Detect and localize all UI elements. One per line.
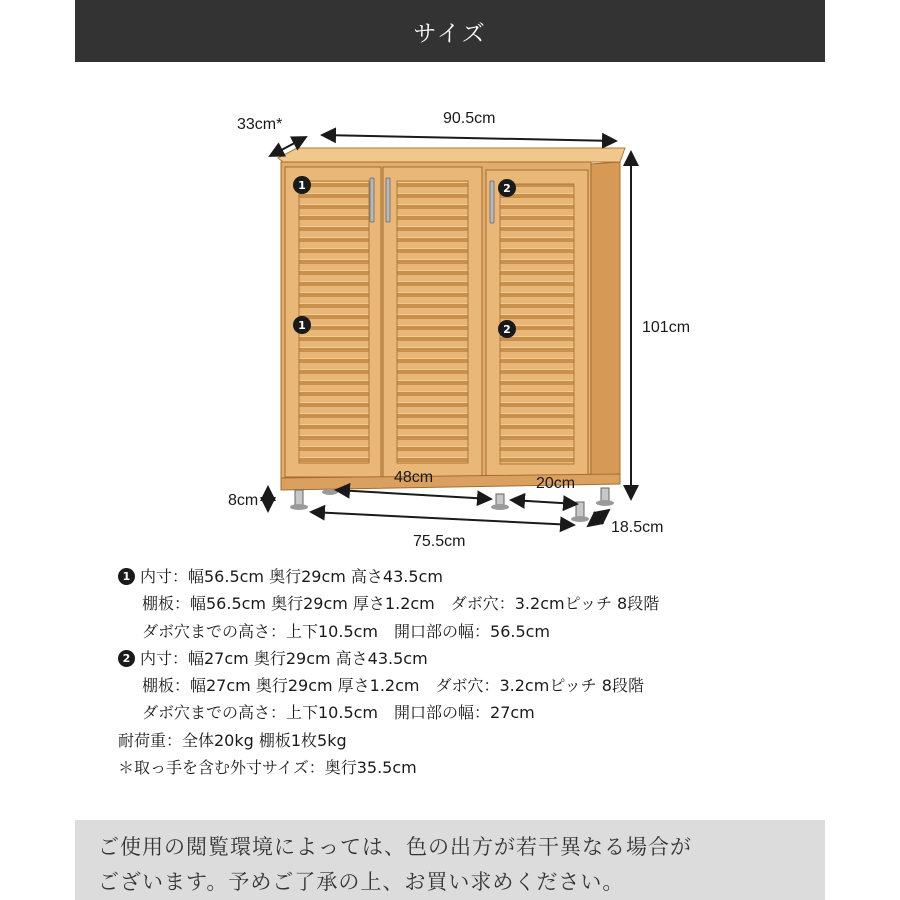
leg-depth-arrow <box>588 510 609 526</box>
depth-label: 33cm* <box>237 116 283 133</box>
spec-list <box>118 563 838 781</box>
svg-text:2: 2 <box>503 182 511 195</box>
marker-1-badge: 1 <box>118 568 135 585</box>
inner-width-1-label: 48cm <box>394 469 434 486</box>
marker-1-top <box>293 176 311 194</box>
notice-line-1: ご使用の閲覧環境によっては、色の出方が若干異なる場合が <box>98 835 692 859</box>
spec-line <box>118 563 838 590</box>
door-handle-right <box>490 181 494 223</box>
cabinet-top <box>278 148 625 162</box>
marker-2-top <box>498 179 516 197</box>
door-handle-left <box>370 178 374 222</box>
spec-line <box>118 672 838 699</box>
spec-text: 棚板：幅27cm 奥行29cm 厚さ1.2cm ダボ穴：3.2cmピッチ 8段階 <box>142 676 644 696</box>
color-notice <box>75 820 825 900</box>
width-label: 90.5cm <box>443 110 496 127</box>
leg <box>571 502 589 522</box>
marker-2-badge: 2 <box>118 650 135 667</box>
spec-text: 耐荷重：全体20kg 棚板1枚5kg <box>118 730 347 750</box>
svg-text:1: 1 <box>298 319 306 332</box>
spec-text: ダボ穴までの高さ：上下10.5cm 開口部の幅：27cm <box>142 703 535 723</box>
leg <box>491 494 509 510</box>
spec-line <box>118 590 838 617</box>
spec-line <box>118 754 838 781</box>
height-label: 101cm <box>642 319 691 336</box>
width-arrow <box>322 135 616 141</box>
inner-width-2-arrow <box>511 500 577 504</box>
leg <box>322 489 338 495</box>
section-title: サイズ <box>413 20 487 47</box>
cabinet-side <box>590 162 620 484</box>
section-header <box>75 0 825 62</box>
leg-span-label: 75.5cm <box>413 533 466 550</box>
spec-text: 棚板：幅56.5cm 奥行29cm 厚さ1.2cm ダボ穴：3.2cmピッチ 8段階 <box>142 594 660 614</box>
marker-1-middle <box>293 316 311 334</box>
leg <box>290 490 308 510</box>
leg-height-label: 8cm <box>228 492 259 509</box>
spec-line <box>118 727 838 754</box>
inner-width-1-arrow <box>336 490 491 499</box>
notice-line-2: ございます。予めご了承の上、お買い求めください。 <box>98 870 625 894</box>
svg-text:2: 2 <box>503 323 511 336</box>
spec-line <box>118 699 838 726</box>
marker-2-middle <box>498 320 516 338</box>
spec-text: 内寸：幅27cm 奥行29cm 高さ43.5cm <box>140 648 428 668</box>
spec-line <box>118 645 838 672</box>
leg-depth-label: 18.5cm <box>611 519 664 536</box>
spec-text: ＊取っ手を含む外寸サイズ：奥行35.5cm <box>118 758 417 778</box>
spec-line <box>118 618 838 645</box>
spec-text: ダボ穴までの高さ：上下10.5cm 開口部の幅：56.5cm <box>142 621 551 641</box>
door-middle <box>383 167 482 477</box>
svg-text:1: 1 <box>298 179 306 192</box>
inner-width-2-label: 20cm <box>536 475 576 492</box>
leg <box>596 488 614 506</box>
spec-text: 内寸：幅56.5cm 奥行29cm 高さ43.5cm <box>140 567 443 586</box>
leg-span-arrow <box>311 512 574 525</box>
cabinet-dimension-diagram <box>0 90 900 560</box>
door-handle-middle <box>386 178 390 222</box>
